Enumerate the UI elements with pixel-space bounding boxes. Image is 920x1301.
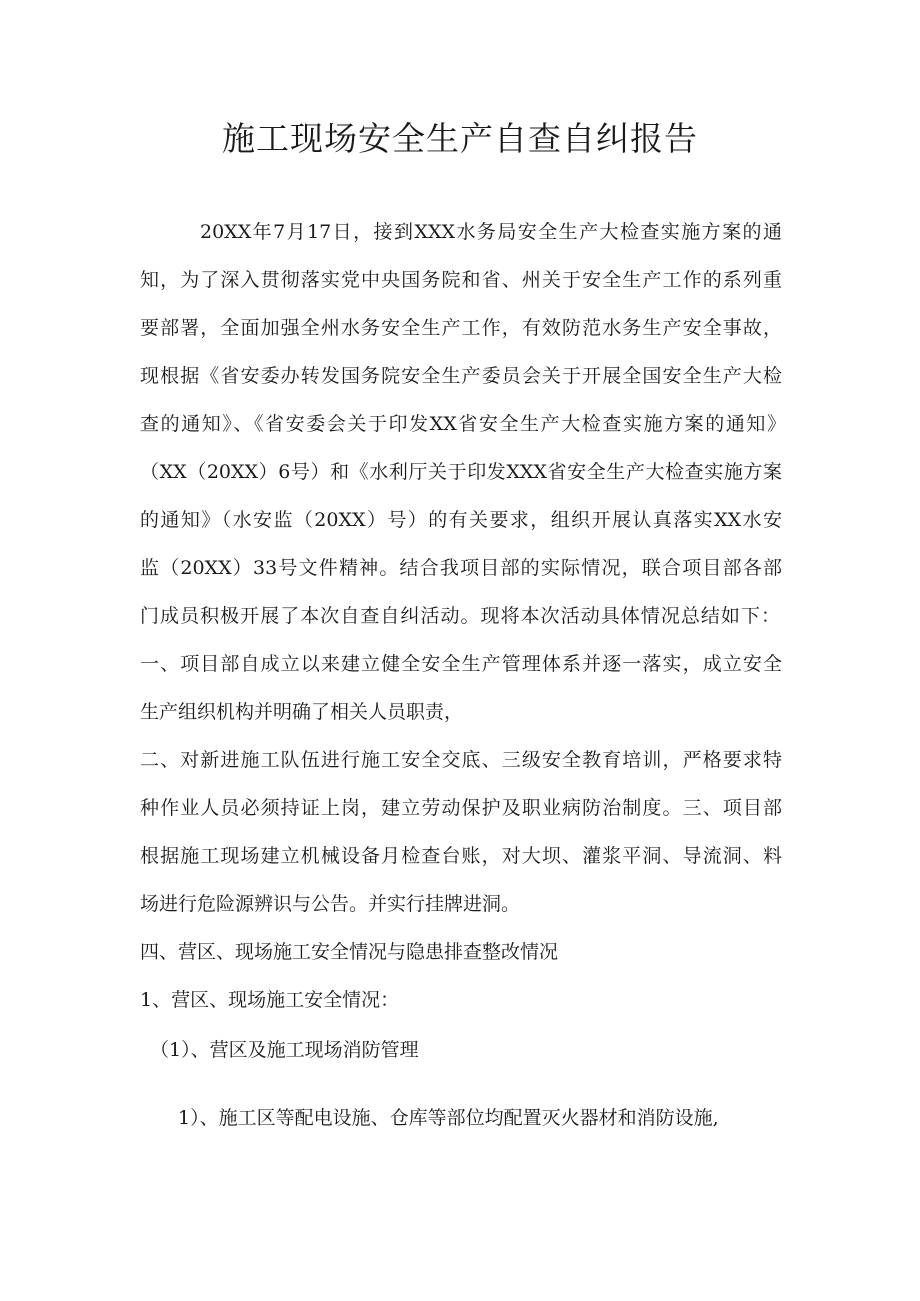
section-heading: 四、营区、现场施工安全情况与隐患排查整改情况 bbox=[140, 941, 559, 963]
paragraph-line: 场进行危险源辨识与公告。并实行挂牌进洞。 bbox=[140, 893, 521, 915]
paragraph-line: 门成员积极开展了本次自查自纠活动。现将本次活动具体情况总结如下： bbox=[140, 605, 780, 627]
paragraph-line: 知，为了深入贯彻落实党中央国务院和省、州关于安全生产工作的系列重 bbox=[140, 269, 782, 291]
paragraph-line: 查的通知》、《省安委会关于印发XX省安全生产大检查实施方案的通知》 bbox=[140, 413, 786, 435]
document-title: 施工现场安全生产自查自纠报告 bbox=[222, 119, 698, 158]
paragraph-line: 种作业人员必须持证上岗，建立劳动保护及职业病防治制度。三、项目部 bbox=[140, 797, 782, 819]
paragraph-line: 监（20XX）33号文件精神。结合我项目部的实际情况，联合项目部各部 bbox=[140, 557, 782, 579]
paragraph-line: （XX（20XX）6号）和《水利厅关于印发XXX省安全生产大检查实施方案 bbox=[140, 461, 782, 483]
paragraph-line: 根据施工现场建立机械设备月检查台账，对大坝、灌浆平洞、导流洞、料 bbox=[140, 845, 782, 867]
paragraph-line: 生产组织机构并明确了相关人员职责， bbox=[140, 701, 464, 723]
paragraph-line: 20XX年7月17日，接到XXX水务局安全生产大检查实施方案的通 bbox=[200, 221, 782, 243]
paragraph-line: 二、对新进施工队伍进行施工安全交底、三级安全教育培训，严格要求特 bbox=[140, 749, 782, 771]
paragraph-line: 的通知》（水安监（20XX）号）的有关要求，组织开展认真落实XX水安 bbox=[140, 509, 782, 531]
paragraph-line: 1）、施工区等配电设施、仓库等部位均配置灭火器材和消防设施, bbox=[178, 1107, 719, 1129]
paragraph-line: 现根据《省安委办转发国务院安全生产委员会关于开展全国安全生产大检 bbox=[140, 365, 782, 387]
paragraph-line: 一、项目部自成立以来建立健全安全生产管理体系并逐一落实，成立安全 bbox=[140, 653, 782, 675]
subsection-heading: （1）、营区及施工现场消防管理 bbox=[150, 1039, 419, 1061]
paragraph-line: 要部署，全面加强全州水务安全生产工作，有效防范水务生产安全事故， bbox=[140, 317, 782, 339]
subsection-heading: 1、营区、现场施工安全情况： bbox=[140, 989, 400, 1011]
